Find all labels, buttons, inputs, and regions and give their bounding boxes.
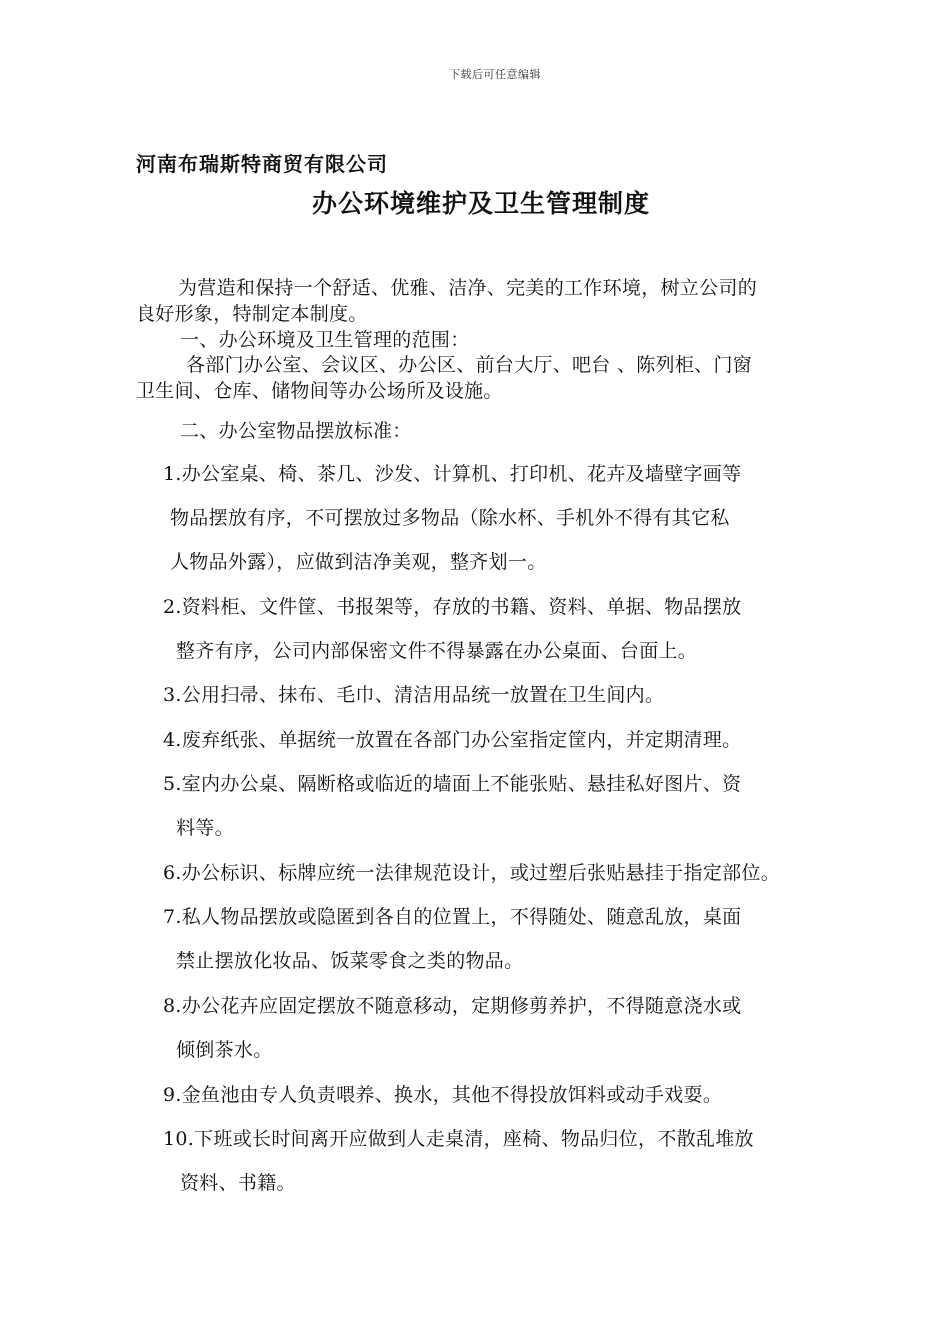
list-item-line: 4.废弃纸张、单据统一放置在各部门办公室指定筐内，并定期清理。 [163, 729, 742, 751]
list-item-line: 8.办公花卉应固定摆放不随意移动，定期修剪养护，不得随意浇水或 [163, 995, 742, 1017]
list-item-line: 整齐有序，公司内部保密文件不得暴露在办公桌面、台面上。 [176, 640, 698, 662]
list-item-line: 禁止摆放化妆品、饭菜零食之类的物品。 [176, 950, 524, 972]
list-item-line: 料等。 [176, 817, 234, 839]
scope-line-1: 各部门办公室、会议区、办公区、前台大厅、吧台 、陈列柜、门窗 [186, 354, 753, 376]
document-title: 办公环境维护及卫生管理制度 [312, 189, 651, 218]
list-item-line: 1.办公室桌、椅、茶几、沙发、计算机、打印机、花卉及墙壁字画等 [163, 463, 742, 485]
list-item-line: 倾倒茶水。 [176, 1039, 273, 1061]
scope-line-2: 卫生间、仓库、储物间等办公场所及设施。 [136, 380, 503, 402]
list-item-line: 3.公用扫帚、抹布、毛巾、清洁用品统一放置在卫生间内。 [163, 684, 665, 706]
list-item-line: 9.金鱼池由专人负责喂养、换水，其他不得投放饵料或动手戏耍。 [163, 1084, 723, 1106]
header-note: 下载后可任意编辑 [449, 68, 541, 81]
company-name: 河南布瑞斯特商贸有限公司 [136, 152, 388, 176]
list-item-line: 资料、书籍。 [180, 1172, 296, 1194]
list-item-line: 2.资料柜、文件筐、书报架等，存放的书籍、资料、单据、物品摆放 [163, 596, 742, 618]
intro-line-2: 良好形象，特制定本制度。 [136, 303, 368, 325]
section-heading: 一、办公环境及卫生管理的范围： [180, 329, 470, 351]
list-item-line: 人物品外露），应做到洁净美观，整齐划一。 [170, 551, 547, 573]
section-heading: 二、办公室物品摆放标准： [180, 420, 412, 442]
list-item-line: 5.室内办公桌、隔断格或临近的墙面上不能张贴、悬挂私好图片、资 [163, 773, 742, 795]
list-item-line: 物品摆放有序，不可摆放过多物品（除水杯、手机外不得有其它私 [170, 507, 730, 529]
list-item-line: 7.私人物品摆放或隐匿到各自的位置上，不得随处、随意乱放，桌面 [163, 906, 742, 928]
list-item-line: 10.下班或长时间离开应做到人走桌清，座椅、物品归位，不散乱堆放 [163, 1128, 754, 1150]
list-item-line: 6.办公标识、标牌应统一法律规范设计，或过塑后张贴悬挂于指定部位。 [163, 862, 781, 884]
intro-line-1: 为营造和保持一个舒适、优雅、洁净、完美的工作环境，树立公司的 [178, 277, 758, 299]
